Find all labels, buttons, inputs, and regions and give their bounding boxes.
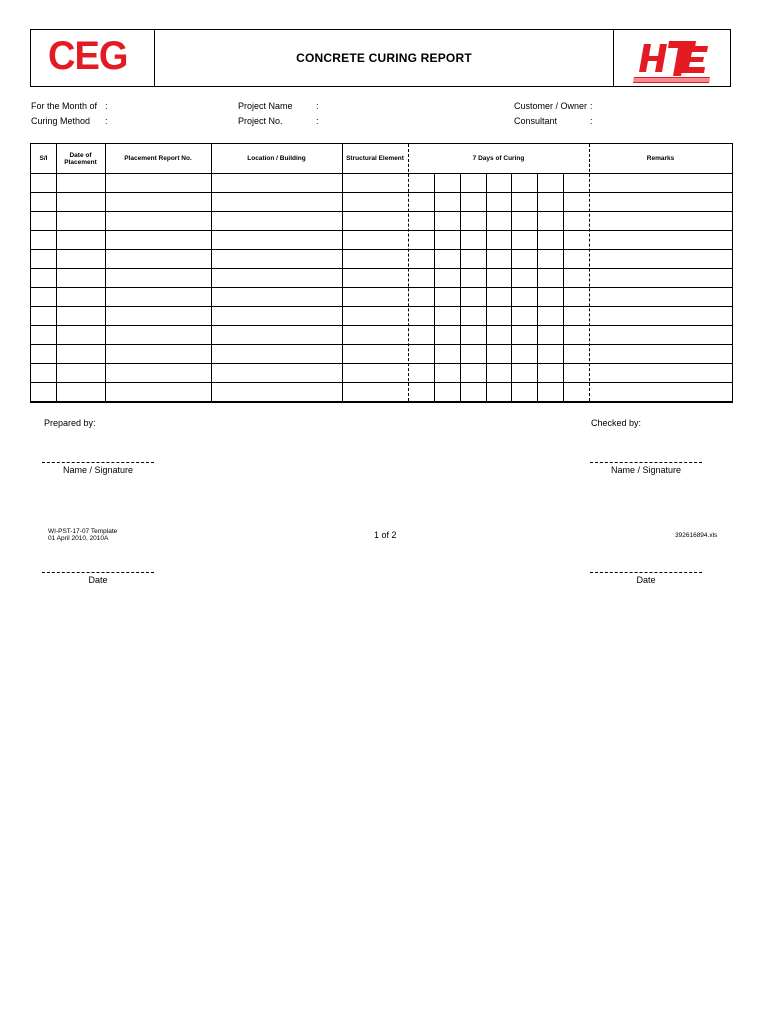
header-sn: S/I <box>39 155 48 162</box>
hte-logo <box>614 30 730 86</box>
consultant-colon: : <box>590 116 593 126</box>
report-header <box>30 29 731 87</box>
table-row-line <box>31 211 732 212</box>
checked-date-label: Date <box>636 575 656 585</box>
table-column-line <box>342 144 343 401</box>
table-row-line <box>31 249 732 250</box>
ceg-logo-box <box>31 30 155 86</box>
table-column-line <box>105 144 106 401</box>
month-colon: : <box>105 101 108 111</box>
report-title: CONCRETE CURING REPORT <box>296 51 472 65</box>
customer-colon: : <box>590 101 593 111</box>
checked-date-line <box>590 572 702 573</box>
checked-name-signature: Name / Signature <box>610 465 682 475</box>
table-column-line <box>56 144 57 401</box>
prepared-date-label: Date <box>88 575 108 585</box>
table-row-line <box>31 287 732 288</box>
prepared-name-signature: Name / Signature <box>62 465 134 475</box>
header-curing-days: 7 Days of Curing <box>472 155 525 162</box>
consultant-label: Consultant <box>514 116 558 126</box>
checked-signature-line <box>590 462 702 463</box>
table-row-line <box>31 268 732 269</box>
hte-logo-box <box>613 30 730 86</box>
month-label: For the Month of <box>31 101 98 111</box>
project-no-colon: : <box>316 116 319 126</box>
project-name-label: Project Name <box>238 101 293 111</box>
prepared-date-line <box>42 572 154 573</box>
project-no-label: Project No. <box>238 116 283 126</box>
curing-day-column-line <box>434 173 435 401</box>
table-column-line <box>589 144 590 401</box>
customer-label: Customer / Owner <box>514 101 588 111</box>
doc-ref-line1: WI-PST-17-07 Template <box>48 528 118 535</box>
header-location: Location / Building <box>247 155 306 162</box>
prepared-by-label: Prepared by: <box>44 418 96 428</box>
project-name-colon: : <box>316 101 319 111</box>
curing-day-column-line <box>537 173 538 401</box>
header-element: Structural Element <box>346 155 404 162</box>
curing-method-colon: : <box>105 116 108 126</box>
table-row-line <box>31 230 732 231</box>
header-date: Date of Placement <box>64 151 97 166</box>
table-column-line <box>211 144 212 401</box>
page-number: 1 of 2 <box>374 530 397 540</box>
file-name: 392616894.xls <box>675 532 718 539</box>
table-column-line <box>408 144 409 401</box>
table-row-line <box>31 325 732 326</box>
curing-day-column-line <box>563 173 564 401</box>
header-report-no: Placement Report No. <box>124 155 192 162</box>
table-row-line <box>31 173 732 174</box>
header-remarks: Remarks <box>646 155 675 162</box>
table-row-line <box>31 363 732 364</box>
table-row-line <box>31 192 732 193</box>
checked-by-label: Checked by: <box>591 418 642 428</box>
curing-day-column-line <box>511 173 512 401</box>
prepared-signature-line <box>42 462 154 463</box>
curing-table <box>30 143 733 403</box>
table-row-line <box>31 382 732 383</box>
table-row-line <box>31 306 732 307</box>
curing-day-column-line <box>460 173 461 401</box>
ceg-logo: CEG <box>48 34 128 78</box>
table-row-line <box>31 344 732 345</box>
curing-day-column-line <box>486 173 487 401</box>
curing-method-label: Curing Method <box>31 116 91 126</box>
doc-ref-line2: 01 April 2010, 2010A <box>48 535 109 542</box>
